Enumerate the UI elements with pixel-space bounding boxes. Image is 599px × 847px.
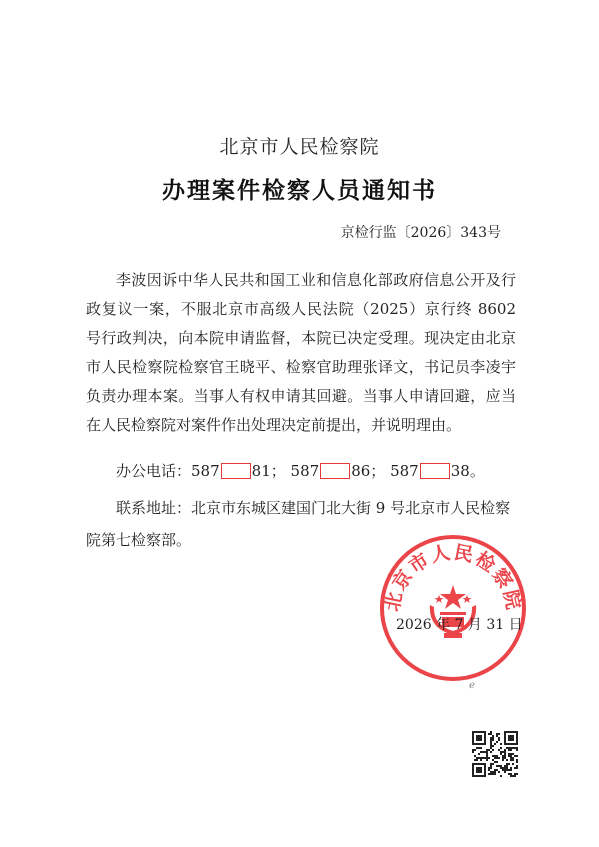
phone-2: 587 86；	[290, 462, 386, 480]
phone-line	[116, 460, 485, 481]
phone-label: 办公电话：	[116, 462, 192, 480]
official-seal-stamp	[378, 533, 528, 683]
contact-address: 联系地址：北京市东城区建国门北大街 9 号北京市人民检察院第七检察部。	[86, 499, 511, 549]
issue-date: 2026 年 7 月 31 日	[396, 617, 523, 633]
org-name: 北京市人民检察院	[219, 136, 380, 158]
phone-3: 587 38。	[390, 462, 485, 480]
redaction-box	[221, 463, 251, 479]
document-title: 办理案件检察人员通知书	[162, 177, 437, 204]
redaction-box	[320, 463, 350, 479]
svg-text:北京市人民检察院: 北京市人民检察院	[381, 541, 525, 614]
phone-1: 587 81；	[191, 462, 286, 480]
document-number: 京检行监〔2026〕343号	[340, 225, 501, 241]
redaction-box	[420, 463, 450, 479]
scan-mark: ℯ	[469, 680, 475, 691]
body-paragraph: 李波因诉中华人民共和国工业和信息化部政府信息公开及行政复议一案，不服北京市高级人民法院（2025）京行终 8602 号行政判决，向本院申请监督，本院已决定受理。现决定由北京市人民检察院检察官王晓平、检察官助理张译文，书记员李凌宇负责办理本案。当事人有权申请其回避。当事人申请回避，应当在人民检察院对案件作出处理决定前提出，并说明理由。	[86, 271, 516, 434]
qr-code-icon	[472, 731, 518, 777]
